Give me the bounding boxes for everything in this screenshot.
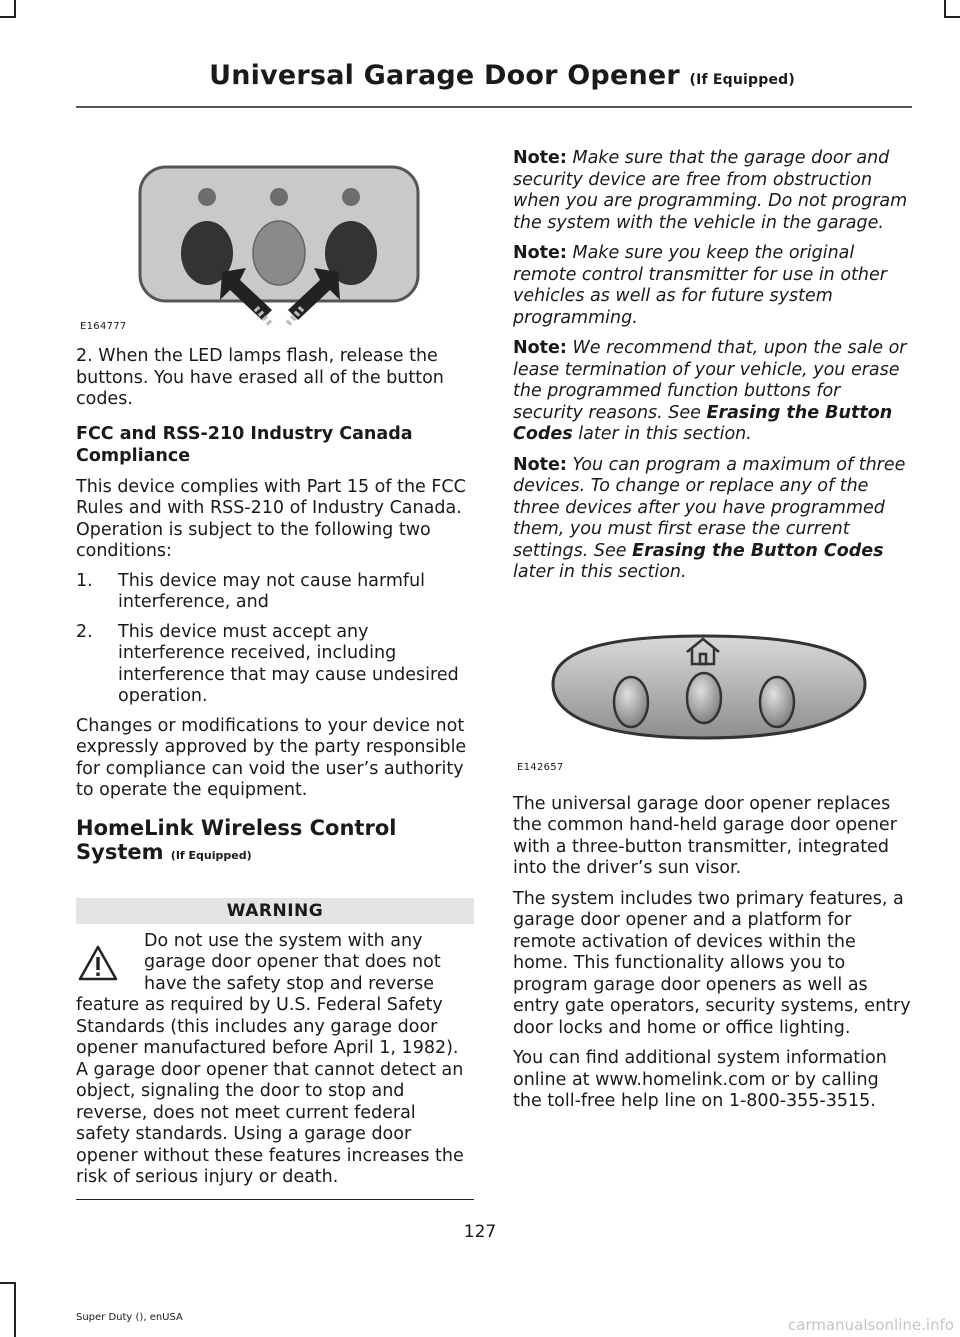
cross-reference-link[interactable]: Erasing the Button Codes	[513, 402, 893, 444]
fcc-heading: FCC and RSS-210 Industry Canada Compliance	[76, 423, 413, 466]
crop-mark	[0, 1282, 16, 1284]
list-item: 1. This device may not cause harmful interference, and	[76, 570, 426, 612]
warning-triangle-icon	[78, 945, 118, 981]
header-divider	[76, 106, 912, 108]
cross-reference-link[interactable]: Erasing the Button Codes	[632, 540, 884, 561]
page-title: Universal Garage Door Opener (If Equipped)	[209, 60, 795, 91]
crop-mark	[944, 16, 960, 18]
right-column	[513, 148, 911, 1113]
crop-mark	[0, 16, 16, 18]
note-3: Note: We recommend that, upon the sale or lease termination of your vehicle, you erase the programmed function buttons for security reasons. See Erasing the Button Codes later in this section.	[513, 338, 907, 444]
watermark: carmanualsonline.info	[788, 1316, 954, 1334]
warning-body	[76, 931, 474, 1189]
transmitter-illustration	[513, 606, 911, 776]
transmitter-paragraph: The universal garage door opener replaces the common hand-held garage door opener with a three-button transmitter, integrated into the driver’s sun visor.	[513, 793, 897, 878]
features-paragraph: The system includes two primary features, a garage door opener and a platform for remote activation of devices within the home. This functionality allows you to program garage door openers as well as entry gate operators, security systems, entry door locks and home or office lighting.	[513, 888, 911, 1038]
button-panel-illustration	[76, 150, 474, 338]
warning-text-rest: feature as required by U.S. Federal Safety Standards (this includes any garage door opener manufactured before April 1, 1982). A garage door opener that cannot detect an object, signaling the door to stop and reverse, does not meet current federal safety standards. Using a garage door opener without these features increases the risk of serious injury or death.	[76, 995, 464, 1187]
figure-label: E164777	[80, 321, 127, 332]
warning-divider	[76, 1199, 474, 1201]
warning-banner: WARNING	[76, 898, 474, 924]
crop-mark	[14, 1282, 16, 1337]
figure-label: E142657	[517, 761, 564, 773]
step-2-text: 2. When the LED lamps flash, release the buttons. You have erased all of the button codes.	[76, 346, 444, 409]
conditions-list	[76, 571, 474, 708]
note-4: Note: You can program a maximum of three devices. To change or replace any of the three devices after you have programmed them, you must first erase the current settings. See Erasing the Button Codes later in this section.	[513, 454, 906, 582]
note-2: Note: Make sure you keep the original remote control transmitter for use in other vehicles as well as for future system programming.	[513, 243, 887, 328]
changes-paragraph: Changes or modifications to your device not expressly approved by the party responsible for compliance can void the user’s authority to operate the equipment.	[76, 715, 467, 800]
left-column	[76, 150, 474, 1200]
figure-button-panel	[76, 150, 474, 338]
list-item: 2. This device must accept any interference received, including interference that may cause undesired operation.	[76, 621, 459, 706]
figure-transmitter	[513, 606, 911, 776]
document-id: Super Duty (), enUSA	[76, 1312, 183, 1323]
note-1: Note: Make sure that the garage door and security device are free from obstruction when you are programming. Do not program the system with the vehicle in the garage.	[513, 148, 908, 233]
fcc-paragraph: This device complies with Part 15 of the FCC Rules and with RSS-210 of Industry Canada. Operation is subject to the following two conditions:	[76, 476, 466, 561]
warning-text-first: Do not use the system with any garage door opener that does not have the safety stop and reverse	[144, 930, 441, 994]
info-paragraph: You can find additional system information online at www.homelink.com or by calling the toll-free help line on 1-800-355-3515.	[513, 1048, 887, 1111]
homelink-heading: HomeLink Wireless Control System (If Equipped)	[76, 815, 397, 864]
page-number: 127	[463, 1222, 497, 1242]
